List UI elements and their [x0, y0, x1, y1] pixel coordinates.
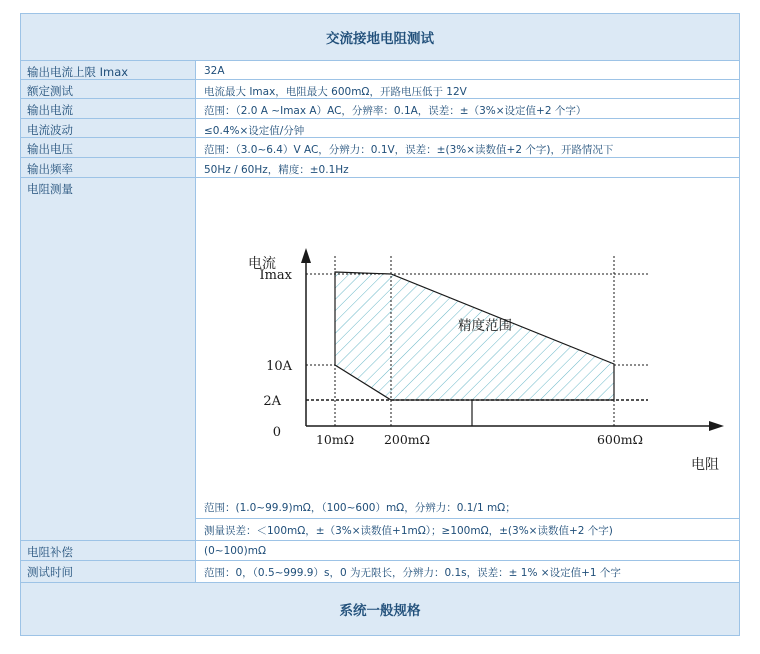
row-value: ≤0.4%×设定值/分钟 — [204, 125, 305, 137]
y-axis-label: 电流 — [248, 256, 276, 272]
spec-table — [20, 13, 740, 636]
row-value: 范围：（3.0~6.4）V AC，分辨力：0.1V，误差：±(3%×读数值+2 个字)，开路情况下 — [204, 144, 614, 156]
y-tick-label: 10A — [266, 359, 292, 374]
region-label: 精度范围 — [458, 318, 512, 334]
origin-label: 0 — [272, 425, 281, 440]
table-row — [21, 99, 739, 119]
row-value: (0~100)mΩ — [204, 545, 266, 557]
row-value: 32A — [204, 65, 225, 77]
y-axis-arrow — [301, 248, 311, 263]
row-value: 范围：（2.0 A ~Imax A）AC，分辨率：0.1A，误差：±（3%×设定值+2 个字） — [204, 105, 587, 117]
table-row — [21, 158, 739, 178]
section-footer: 系统一般规格 — [21, 583, 739, 635]
row-label: 输出电流上限 Imax — [21, 61, 196, 79]
table-title: 交流接地电阻测试 — [21, 14, 739, 61]
row-label: 输出电压 — [21, 138, 196, 157]
row-label: 电阻补偿 — [21, 541, 196, 560]
table-row — [21, 561, 739, 583]
table-row — [21, 80, 739, 99]
y-tick-label: Imax — [259, 268, 292, 283]
row-label: 电流波动 — [21, 119, 196, 137]
row-label: 额定测试 — [21, 80, 196, 98]
x-tick-label: 200mΩ — [383, 432, 431, 447]
row-label: 电阻测量 — [21, 178, 196, 540]
row-label: 输出频率 — [21, 158, 196, 177]
x-tick-label: 600mΩ — [596, 432, 644, 447]
accuracy-diagram-svg — [196, 178, 739, 473]
row-value: 电流最大 Imax，电阻最大 600mΩ，开路电压低于 12V — [204, 86, 467, 98]
row-value: 50Hz / 60Hz，精度：±0.1Hz — [204, 164, 349, 176]
resistance-error: 测量误差：＜100mΩ，±（3%×读数值+1mΩ）；≥100mΩ，±(3%×读数值+2 个字) — [196, 518, 739, 541]
row-value: 范围：0，（0.5~999.9）s，0 为无限长，分辨力：0.1s，误差：± 1% ×设定值+1 个字 — [204, 567, 621, 579]
table-row — [21, 541, 739, 561]
table-row — [21, 61, 739, 80]
table-row — [21, 138, 739, 158]
table-row — [21, 119, 739, 138]
x-axis-label: 电阻 — [691, 457, 719, 473]
resistance-row — [21, 178, 739, 541]
resistance-range: 范围：(1.0~99.9)mΩ，（100~600）mΩ，分辨力：0.1/1 mΩ； — [204, 502, 516, 514]
x-tick-label: 10mΩ — [315, 432, 355, 447]
x-axis-arrow — [709, 421, 724, 431]
accuracy-diagram — [196, 178, 739, 473]
row-label: 输出电流 — [21, 99, 196, 118]
y-tick-label: 2A — [263, 394, 281, 409]
accuracy-region — [335, 272, 614, 400]
row-label: 测试时间 — [21, 561, 196, 582]
